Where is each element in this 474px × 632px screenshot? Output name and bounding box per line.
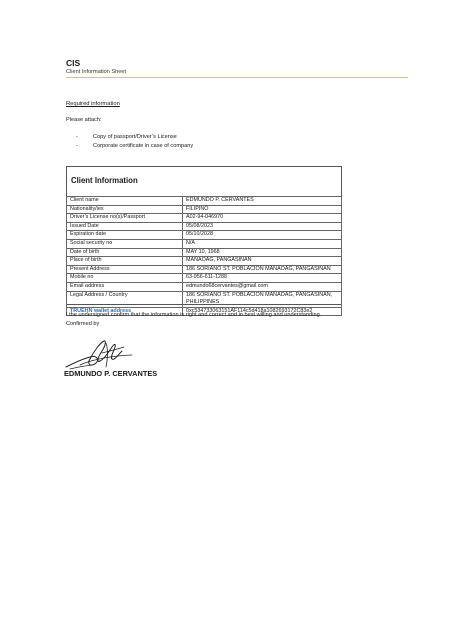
row-label: Social security no — [67, 239, 183, 248]
row-value: 05/10/2028 — [183, 231, 342, 240]
document-title: CIS — [66, 58, 81, 68]
row-value: MAY 10, 1968 — [183, 248, 342, 257]
row-value: 63-956-611-1288 — [183, 274, 342, 283]
table-row — [67, 282, 342, 291]
client-info-title: Client Information — [71, 176, 138, 185]
handwritten-signature — [62, 337, 134, 373]
row-value: N/A — [183, 239, 342, 248]
header-divider — [66, 77, 408, 78]
row-value: edmundo68cervantes@gmail.com — [183, 282, 342, 291]
row-label: Email address — [67, 282, 183, 291]
row-label: Nationality/ies — [67, 205, 183, 214]
row-value: A02-94-046970 — [183, 214, 342, 223]
table-row — [67, 274, 342, 283]
row-label: Place of birth — [67, 257, 183, 266]
row-value: 186 SORIANO ST. POBLACION MANAOAG, PANGASINAN — [183, 265, 342, 274]
confirmation-statement — [66, 311, 366, 329]
row-value: 05/08/2023 — [183, 222, 342, 231]
attach-intro: Please attach: — [66, 117, 102, 123]
row-label: Driver’s License no(s)/Passport — [67, 214, 183, 223]
table-row — [67, 222, 342, 231]
row-label: TRUEHN wallet address — [67, 307, 183, 316]
confirmed-by-label: Confirmed by — [66, 321, 100, 327]
table-row — [67, 265, 342, 274]
row-label: Mobile no — [67, 274, 183, 283]
table-row — [67, 257, 342, 266]
client-info-table — [66, 196, 342, 316]
confirmation-text: I the undersigned confirm that the information is right and correct and in best willing and understanding. — [66, 312, 322, 318]
table-row — [67, 239, 342, 248]
signer-name: EDMUNDO P. CERVANTES — [64, 369, 158, 378]
row-value: 186 SORIANO ST. POBLACION MANAOAG, PANGASINAN, PHILIPPINES — [183, 291, 342, 307]
row-value: FILIPINO — [183, 205, 342, 214]
table-row — [67, 248, 342, 257]
row-label: Date of birth — [67, 248, 183, 257]
row-label: Expiration date — [67, 231, 183, 240]
table-row — [67, 231, 342, 240]
attach-item: - Copy of passport/Driver’s License — [76, 134, 177, 140]
row-label: Client name — [67, 197, 183, 206]
table-row — [67, 197, 342, 206]
row-value: MANAOAG, PANGASINAN — [183, 257, 342, 266]
required-info-heading: Required information — [66, 101, 120, 107]
attach-item-text: Copy of passport/Driver’s License — [93, 134, 177, 140]
row-label: Legal Address / Country — [67, 291, 183, 307]
row-value: EDMUNDO P. CERVANTES — [183, 197, 342, 206]
table-row — [67, 205, 342, 214]
row-value: 0xc534733063151AF114c5d418a1082693172C83e2 — [183, 307, 342, 316]
table-row — [67, 214, 342, 223]
table-row — [67, 291, 342, 307]
row-label: Present Address — [67, 265, 183, 274]
row-label: Issued Date — [67, 222, 183, 231]
attach-item: - Corporate certificate in case of company — [76, 143, 194, 149]
attach-item-text: Corporate certificate in case of company — [93, 143, 194, 149]
document-subtitle: Client Information Sheet — [66, 69, 127, 75]
